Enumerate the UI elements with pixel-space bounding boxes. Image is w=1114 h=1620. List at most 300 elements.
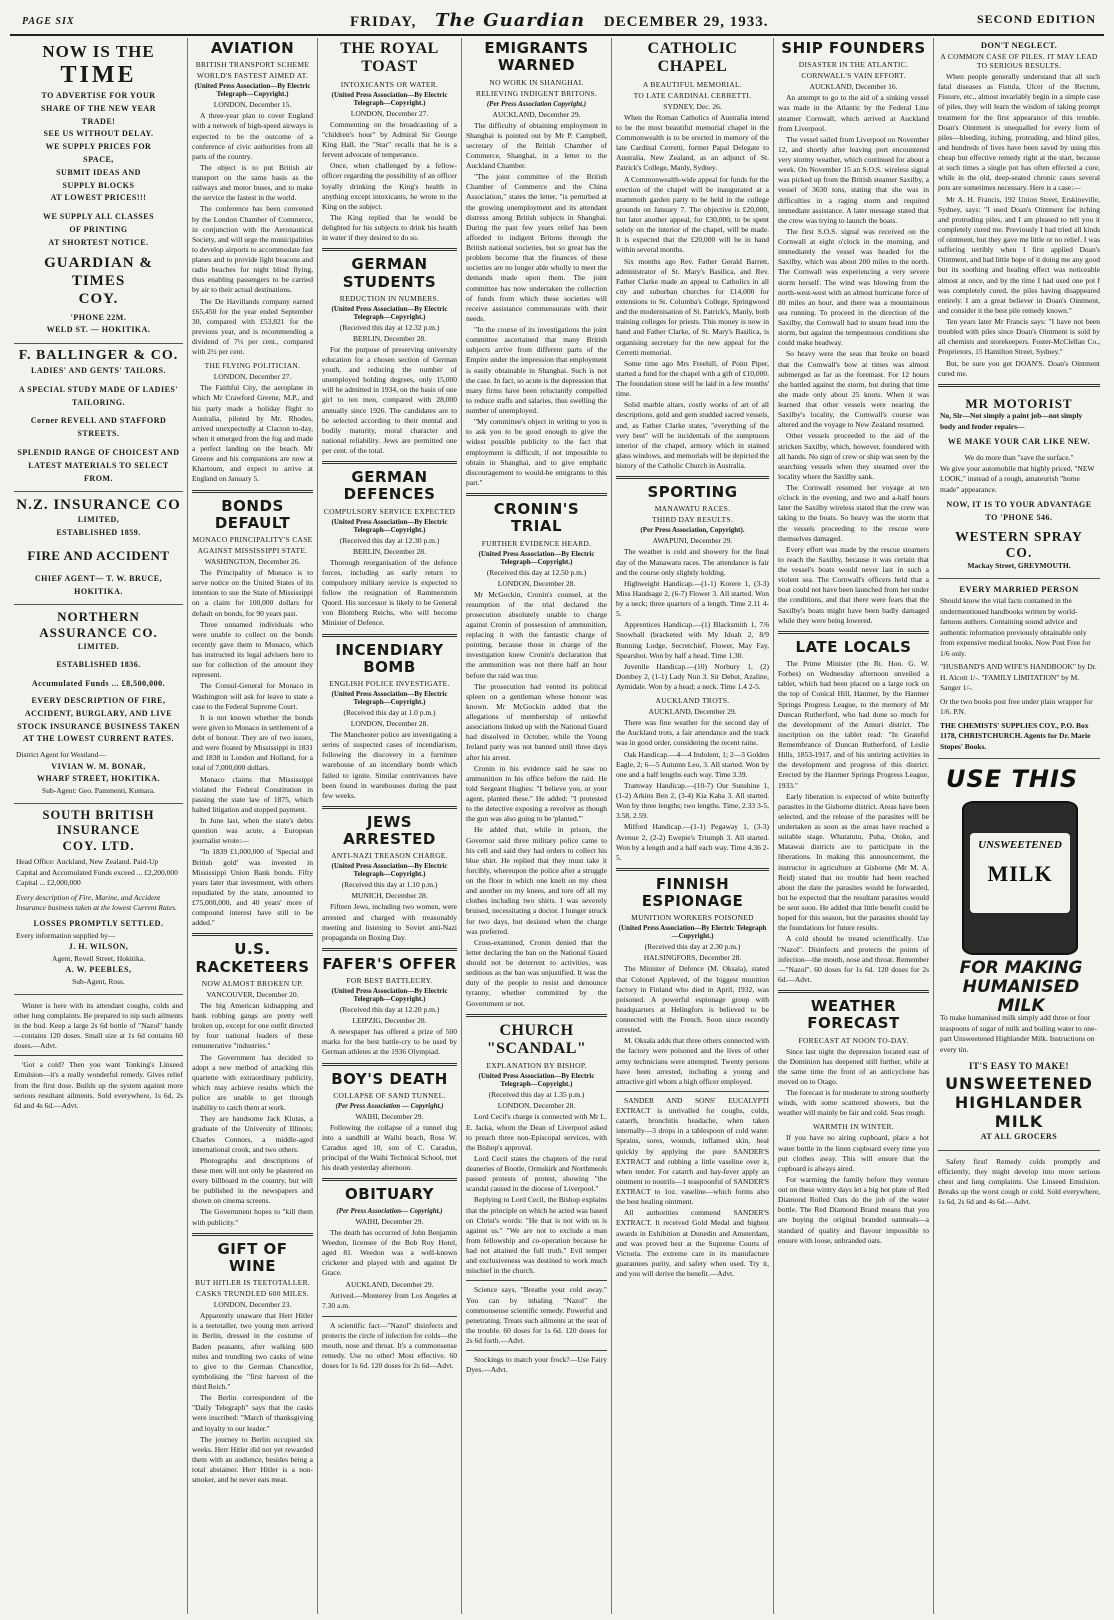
guardian-printing-ad — [14, 38, 183, 344]
story-royal-toast — [322, 40, 457, 243]
masthead-paper-name: The Guardian — [435, 10, 586, 31]
ad-headline: MR MOTORIST — [965, 395, 1073, 411]
subheading: BRITISH TRANSPORT SCHEME — [195, 60, 310, 70]
paragraph: Following the collapse of a tunnel dug into a sandhill at Waihi beach, Ross W. Caradus aged 10, son of C. Caradus, principal of the Waihi Technical School, met his death yesterday afternoon. — [322, 1122, 457, 1173]
story-obituary — [322, 1186, 457, 1311]
paragraph: Commenting on the broadcasting of a "children's hour" by Admiral Sir George King Hall, the "Star" recalls that he is a fervent advocate of temperance. — [322, 119, 457, 160]
headline: BOY'S DEATH — [331, 1069, 448, 1088]
subheading: FOR BEST BATTLECRY. — [346, 976, 433, 986]
dateline: AUCKLAND, December 29. — [492, 109, 581, 119]
ad-text: ESTABLISHED 1836. — [56, 660, 141, 670]
paragraph: The De Havillands company earned £65,450 for the year ended September 30, compared with £53,821 for the previous year, and is recommending a dividend of 7½ per cent., compared with 2½ per cent. — [192, 296, 313, 357]
story-catholic-chapel — [616, 40, 769, 471]
masthead-date: DECEMBER 29, 1933. — [603, 14, 769, 30]
dateline: LEIPZIG, December 28. — [352, 1016, 427, 1026]
wire-credit: (United Press Association—By Electric Telegraph—Copyright.) — [478, 1072, 595, 1089]
race-result: Tramway Handicap.—(10-7) Our Sunshine 1, (1-2) Arkins Ben 2, (3-4) Kia Kaha 3. All started. Won by three lengths; two lengths. Time, 2.33 3-5, 3.58, 2.59. — [616, 780, 769, 821]
ad-company-name: N.Z. INSURANCE CO — [16, 497, 181, 514]
dateline: AUCKLAND, December 29. — [648, 707, 737, 717]
wire-credit: (United Press Association—By Electric Telegraph—Copyright.) — [194, 82, 311, 99]
story-jews-arrested — [322, 814, 457, 943]
dateline: WASHINGTON, December 26. — [204, 557, 301, 566]
ad-company-name: COY. LTD. — [62, 837, 135, 853]
paragraph: The weather is cold and showery for the final day of the Manawatu races. The attendance is fair and the course only slightly holding. — [616, 547, 769, 577]
ad-company-name: SOUTH BRITISH INSURANCE — [42, 807, 155, 837]
paragraph: In June last, when the state's debts question was acute, a European journalist wrote:— — [192, 816, 313, 846]
paragraph: The Government hopes to "kill them with publicity." — [192, 1207, 313, 1227]
south-british-insurance-ad — [14, 804, 183, 995]
ad-brand: UNSWEETENED — [945, 1073, 1093, 1093]
subheading: CASKS TRUNDLED 600 MILES. — [195, 1289, 310, 1299]
paragraph: The Minister of Defence (M. Oksala), stated that Colonel Appleved, of the biggest munition factory in Finland who died in April, 1932, was poisoned. A powerful espionage group with headquarters at Helingfors is believed to be connected with the French. Soon since recently arrested. — [616, 964, 769, 1035]
divider — [778, 631, 929, 634]
received-time: (Received this day at 1.0 p.m.) — [343, 708, 436, 718]
story-sporting — [616, 484, 769, 863]
ad-headline: FOR MAKING HUMANISED MILK — [959, 958, 1083, 1016]
paragraph: Fifteen Jews, including two women, were arrested and charged with treasonably meeting and listening to Soviet anti-Nazi propaganda on Boxing Day. — [322, 902, 457, 942]
ad-text: SUPPLY BLOCKS — [62, 180, 135, 190]
science-advert — [466, 1285, 607, 1346]
dateline: WAIHI, December 29. — [355, 1111, 424, 1121]
subheading: NO WORK IN SHANGHAI. — [489, 77, 584, 87]
advert-text: Safety first! Remedy colds promptly and efficiently, they might develop into more serious chest and lung complaints. Use Linseed Emulsion. Breaks up the worst cough or cold. Sold everywhere, 1s 6d, 2s 6d and 4s 6d.—Advt. — [938, 1156, 1100, 1207]
headline: FINNISH ESPIONAGE — [641, 874, 744, 911]
ad-brand: MILK — [994, 1111, 1044, 1131]
advert-text: But, be sure you get DOAN'S. Doan's Ointment cured me. — [938, 358, 1100, 378]
headline: AVIATION — [210, 39, 295, 57]
nazol-advert — [14, 1001, 183, 1052]
dateline: BERLIN, December 28. — [353, 333, 426, 343]
column-4 — [462, 38, 612, 1614]
subheading: DISASTER IN THE ATLANTIC. — [798, 60, 909, 70]
ad-text: SUBMIT IDEAS AND — [56, 167, 141, 177]
paragraph: The Cornwall resumed her voyage at ten o'clock in the evening, and two and a-half hours later the Saxilby wireless stated that the crew was taking to the boats. So heavy was the storm that the vessels proceeding to the rescue were themselves damaged. — [778, 483, 929, 543]
divider — [938, 384, 1100, 387]
subheading: BUT HITLER IS TEETOTALLER. — [194, 1278, 311, 1288]
paragraph: An attempt to go to the aid of a sinking vessel was made in the Atlantic by the Federal Line steamer Cornwall, which arrived at Auckland from Liverpool. — [778, 93, 929, 133]
ad-agent: A. W. PEEBLES, — [65, 965, 132, 975]
received-time: (Received this day at 12.20 p.m.) — [339, 1005, 440, 1015]
headline: EMIGRANTS WARNED — [484, 39, 589, 75]
dateline: HALSINGFORS, December 28. — [643, 953, 742, 963]
subheading: THE FLYING POLITICIAN. — [204, 361, 301, 371]
subheading: THIRD DAY RESULTS. — [651, 515, 734, 525]
wire-credit: (Per Press Association, Copyright). — [640, 526, 745, 535]
advert-text: Stockings to match your frock?—Use Fairy Dyes.—Advt. — [466, 1355, 607, 1375]
paragraph: Six months ago Rev. Father Gerald Barrett, administrator of St. Mary's Basilica, and Rev. Father Clarke made an appeal to Catholics in all city and suburban churches for £14,000 for extensions to St. Columba's College, Springwood and the modernisation of St. Patrick's, Manly, both training colleges for priests. This money is now in hand and Father Clarke, of St. Mary's Basilica, is organising secretary for the new appeal for the Cerretti memorial. — [616, 256, 769, 357]
ad-text: Head Office: Auckland, New Zealand. Paid-Up Capital and Accumulated Funds exceed ... £2,200,000 — [16, 857, 178, 877]
advert-text: Ten years later Mr Francis says: "I have not been troubled with piles since Doan's Ointment is sold by all chemists and storekeepers. Foster-McClellan Co., Proprietors, 15 Hamilton Street, Sydney." — [938, 317, 1100, 357]
ad-text: Every information supplied by— — [16, 930, 116, 940]
advert-text: A scientific fact—"Nazol" disinfects and protects the circle of infection for colds—the mouth, nose and throat. It's a commonsense remedy. Use no other! Most effective. 60 doses for 1s 6d. 120 doses for 2s 6d—Advt. — [322, 1320, 457, 1371]
paragraph: Other vessels proceeded to the aid of the stricken Saxilby, which, however, foundered with all hands. No sign of crew or ship was seen by the searching vessels when they steamed over the locality where the Saxilby sank. — [778, 431, 929, 481]
headline: LATE LOCALS — [795, 637, 912, 656]
wire-credit: (United Press Association—By Electric Telegraph—Copyright.) — [331, 987, 448, 1004]
subheading: ANTI-NAZI TREASON CHARGE. — [331, 851, 448, 861]
divider — [322, 1063, 457, 1066]
masthead — [10, 4, 1104, 36]
divider — [322, 806, 457, 809]
story-bonds-default — [192, 498, 313, 929]
ad-text: District Agent for Westland— — [16, 750, 106, 760]
paragraph: Lord Cecil's charge is connected with Mr L. E. Jacka, whom the Dean of Liverpool asked to preach three non-Episcopal services, with the Bishop's approval. — [466, 1112, 607, 1152]
wire-credit: (Per Press Association— Copyright.) — [336, 1206, 443, 1215]
tin-label-text: MILK — [987, 861, 1053, 887]
divider — [14, 1055, 183, 1056]
ad-text: Capital ... £2,000,000 — [16, 878, 81, 888]
ad-text: A SPECIAL STUDY MADE OF LADIES' TAILORING. — [18, 384, 179, 407]
headline: GIFT OF WINE — [217, 1239, 288, 1275]
headline: INCENDIARY BOMB — [335, 640, 444, 676]
masthead-day: FRIDAY, — [350, 14, 417, 30]
nz-insurance-ad — [14, 492, 183, 605]
column-5 — [612, 38, 774, 1614]
linseed-emulsion-advert — [938, 1157, 1100, 1208]
page-number: PAGE SIX — [22, 16, 75, 27]
paragraph: The big American kidnapping and bank robbing gangs are pretty well broken up, except for one outfit directed by four national leaders of these remunerative "industries." — [192, 1000, 313, 1051]
subheading: FURTHER EVIDENCE HEARD. — [481, 538, 592, 548]
paragraph: So heavy were the seas that broke on board that the Cornwall's bow at times was almost submerged as far as the foremast. For 12 hours she battled against the storm, but during that time she made only about 25 knots. When it was learned that other vessels were nearing the Saxilby's locality, the Cornwall's course was altered and the voyage to New Zealand resumed. — [778, 349, 929, 430]
received-time: (Received this day at 1.35 p.m.) — [488, 1090, 585, 1100]
dateline: LONDON, December 15. — [213, 100, 292, 110]
race-result: Highweight Handicap.—(1-1) Korere 1, (3-3) Miss Haudsage 2, (6-7) Flower 3. All started. Won by a neck; three quarters of a length. Time 2.11 4-5. — [616, 578, 769, 619]
paragraph: The Government has decided to adopt a new method of attacking this quartette with extraordinary publicity, which may achieve results which the police are unable to get through inability to catch them at work. — [192, 1052, 313, 1113]
ad-text: LOSSES PROMPTLY SETTLED. — [33, 918, 164, 928]
paragraph: The difficulty of obtaining employment in Shanghai is pointed out by Mr P. Campbell, secretary of the British Chamber of Commerce, Shanghai, in a letter to the Auckland Chamber. — [466, 120, 607, 170]
divider — [322, 1316, 457, 1317]
ad-text: NOW, IT IS TO YOUR ADVANTAGE TO 'PHONE 546. — [946, 500, 1092, 522]
ad-text: TRADE! — [81, 116, 116, 126]
paragraph: A Commonwealth-wide appeal for funds for the erection of the chapel will be inaugurated at a mammoth garden party to be held in the college grounds on January 7. The objective is £20,000, but later another appeal, for £30,000, to be spent solely on the interior of the chapel, will be made. It is expected that the £20,000 will be in hand within several months. — [616, 174, 769, 255]
headline: FAFER'S OFFER — [322, 954, 457, 973]
advert-text: Science says, "Breathe your cold away." You can by inhaling "Nazol" the commonsense scientific remedy. Powerful and penetrating. Treats such ailments at the seat of the trouble. 60 doses for 1s 6d. 120 doses for 2s 6d forth.—Advt. — [466, 1285, 607, 1346]
race-result: Oak Handicap.—4—4 Indolent, 1; 2—3 Golden Eagle, 2; 6—5 Autumn Leo, 3. All started. Won by one and a half lengths each way. Time 3.39. — [616, 749, 769, 779]
story-german-students — [322, 256, 457, 456]
ad-text: SHARE OF THE NEW YEAR — [41, 103, 156, 113]
ad-text: THE CHEMISTS' SUPPLIES COY., P.O. Box 1178, CHRISTCHURCH. Agents for Dr. Marie Stopes' Books. — [940, 720, 1091, 751]
subheading: CORNWALL'S VAIN EFFORT. — [801, 71, 906, 81]
paragraph: The Prime Minister (the Rt. Hon. G. W. Forbes) on Wednesday afternoon unveiled a tablet, which had been placed on a large rock on the top of Conical Hill, Hanmer, by the Hanmer Springs Progress League, to the memory of Mr Duncan Rutherford, who had done so much for the development of the Amuri district. The inscription on the tablet read: "In Grateful Remembrance of Duncan Rutherford, of Leslie Hills, 1853-1917, and of his untiring activities in the development and progress of this district. Erected by the Hanmer Springs Progress League, 1933." — [778, 659, 929, 790]
divider — [322, 948, 457, 951]
divider — [192, 490, 313, 493]
story-boys-death — [322, 1071, 457, 1174]
ad-text: We give your automobile that highly priced, "NEW LOOK," instead of a rough, amateurish "home made" appearance. — [940, 463, 1095, 494]
advert-subheading: A COMMON CASE OF PILES. IT MAY LEAD TO SERIOUS RESULTS. — [940, 52, 1098, 70]
dateline: LONDON, December 28. — [497, 1101, 576, 1111]
paragraph: The first S.O.S. signal was received on the Cornwall at eight o'clock in the morning, and immediately the vessel was headed for the Saxilby, which was about 200 miles to the north. The Cornwall was experiencing a very severe storm herself. The wind was blowing from the north-west-west with an almost hurricane force of 80 miles an hour, and there was a mountainous sea running. To proceed in the direction of the Saxilby, the Cornwall had to steam head into the storm, but against the tempestuous conditions she could make headway. — [778, 226, 929, 348]
ad-text: ESTABLISHED 1859. — [56, 528, 141, 538]
divider — [616, 1091, 769, 1092]
paragraph: Monaco claims that Mississippi violated the Federal Constitution in passing the state law of 1875, which halted litigation and stopped payment. — [192, 774, 313, 814]
ad-address: WHARF STREET, HOKITIKA. — [36, 774, 161, 784]
story-church-scandal — [466, 1022, 607, 1277]
divider — [322, 461, 457, 464]
column-1 — [10, 38, 188, 1614]
paragraph: Early liberation is expected of white butterfly parasites in the Gisborne district. Areas have been selected, and the release of the parasites will be undertaken as soon as the areas have reached a suitable stage. Whatatutu, Puha, Otoko, and Matawai districts are to participate in the liberations. In making this announcement, the instructor in agriculture at Gisborne (Mr M. A. Reid) stated that no trouble had been reached about the date the parasites would be forwarded, but he expected that the resultant parasites would be sent soon. He added that little benefit could be hoped for this season, but the parasites should lay the foundations for future results. — [778, 791, 929, 933]
ad-text: Should know the vital facts contained in the undermentioned handbooks written by world-famous authors. Containing sound advice and authentic information previously obtainable only from expensive medical books. Now Post Free for 1/6 only. — [940, 596, 1091, 658]
paragraph: Cross-examined, Cronin denied that the letter declaring the ban on the National Guard should not be deterrent to activities, was seditious as the ban was unjustified. It was the duty of the people to resist and denounce tyranny, whether committed by the Government or not. — [466, 937, 607, 1008]
story-finnish-espionage — [616, 876, 769, 1087]
paragraph: For warming the family before they venture out on these wintry days let a big hot plate of Red Diamond Rolled Oats do the job of the water bottle. The Red Diamond Brand means that you are buying the original branded oatmeals—a standard of quality and flavour impossible to ensure with loose, unbranded oats. — [778, 1174, 929, 1245]
subheading: REDUCTION IN NUMBERS. — [339, 293, 440, 303]
headline: U.S. RACKETEERS — [195, 940, 310, 976]
subheading: NOW ALMOST BROKEN UP. — [201, 978, 304, 988]
ad-brand: HIGHLANDER — [954, 1092, 1084, 1112]
ad-text: SPACE, — [83, 154, 114, 164]
received-time: (Received this day at 12.32 p.m.) — [339, 322, 440, 332]
divider — [192, 1233, 313, 1236]
divider — [322, 1178, 457, 1181]
ad-text: EVERY DESCRIPTION OF FIRE, ACCIDENT, BURGLARY, AND LIVE STOCK INSURANCE BUSINESS TAKEN AT THE LOWEST CURRENT RATES. — [17, 695, 180, 744]
dateline: WAIHI, December 29. — [355, 1216, 424, 1226]
received-time: (Received this day at 1.10 p.m.) — [341, 880, 438, 890]
paragraph: For the purpose of preserving university education for a chosen section of German youth, and reducing the number of unemployed holding degrees, only 15,000 will be admitted in 1934, on the basis of one girl to ten men, compared with 28,000 annually since 1926. The candidates are to be selected according to their mental and bodily maturity, moral character and national reliability. Jews are permitted one per cent. of the total. — [322, 344, 457, 456]
dateline: LONDON, December 28. — [497, 578, 576, 588]
wire-credit: (United Press Association—By Electric Telegraph—Copyright.) — [478, 549, 595, 566]
advert-text: SANDER AND SONS' EUCALYPTI EXTRACT is unrivalled for coughs, colds, catarrh, bronchitis headache, when taken internally—3 drops in a tablespoon of cold water. Sprains, sores, wounds, inflamed skin, heal quickly by applying the pure SANDER'S EXTRACT and rubbing a little vaseline over it, when tender. For catarrh and hay-fever apply an ointment to nostrils—1 teaspoonful of SANDER'S EXTRACT to 1oz. vaseline—which forms also the best healing ointment. — [616, 1095, 769, 1207]
divider — [616, 476, 769, 479]
paragraph: Lord Cecil states the chapters of the rural deaneries of Bootle, Ormskirk and Northmeols passed protests of protest, showing "the scandal caused in the diocese of Liverpool." — [466, 1153, 607, 1194]
story-ship-founders — [778, 40, 929, 626]
paragraph: The forecast is for moderate to strong southerly winds, with some scattered showers, but the weather will mainly be fair and cold. Seas rough. — [778, 1088, 929, 1118]
paragraph: The prosecution had vented its political spleen on a gentleman whose honour was known. Mr McGockin added that the allegations of membership of unlawful associations linked up with the National Guard had dissolved in October, while the Young Ireland party was not banned until three days after his arrest. — [466, 681, 607, 762]
race-result: Apprentices Handicap.—(1) Blacksmith 1, 7/6 Snowball (bracketed with My Idoah 2, 8/9 Running Lodge, Secretchief, Flower, May Fay, Spearshot. Won by half a head. Time 1.30. — [616, 620, 769, 660]
paragraph: A cold should be treated scientifically. Use "Nazol". Disinfects and protects the points of infection—the mouth, nose and throat. Remember—"Nazol". 60 doses for 1s 6d. 120 doses for 2s 6d.—Advt. — [778, 934, 929, 984]
dateline: AWAPUNI, December 29. — [652, 536, 733, 546]
ad-headline: NOW IS THE — [42, 42, 155, 61]
advert-text: When people generally understand that all such fatal diseases as Fistula, Ulcer of the Rectum, Fissure, etc., almost invariably begin in a simple case of piles, they will learn the wisdom of taking prompt treatment for the first appearance of this trouble. Doan's Ointment is unequalled for every form of piles—bleeding, itching, protruding, and blind piles, and hundreds of lives have been saved by using this cheap but effective remedy right at the start, because at such times a single pot has often effected a cure, while in the old, deep-seated chronic cases several pots are sometimes necessary. Here is a case:— — [938, 72, 1100, 193]
ad-agent: J. H. WILSON, — [68, 942, 129, 952]
ad-text: LIMITED. — [77, 641, 120, 651]
ad-company-name: F. BALLINGER & CO. — [18, 348, 179, 364]
story-us-racketeers — [192, 941, 313, 1227]
received-time: (Received this day at 2.30 p.m.) — [644, 942, 741, 952]
paragraph: If you have no airing cupboard, place a hot water bottle in the linen cupboard every time you put clothes away. This will ensure that the cupboard is always aired. — [778, 1133, 929, 1173]
paragraph: The death has occurred of John Benjamin Weedon, licensee of the Bob Roy Hotel, aged 81. Weedon was a well-known cricketer and played with and against Dr Grace. — [322, 1227, 457, 1278]
subheading: ENGLISH POLICE INVESTIGATE. — [329, 679, 450, 689]
ad-text: Or the two books post free under plain wrapper for 1/6. P.N. — [940, 696, 1093, 717]
ad-headline: USE THIS — [946, 765, 1079, 794]
headline: BONDS DEFAULT — [214, 496, 291, 532]
advert-text: All authorities commend SANDER'S EXTRACT. It received Gold Medal and highest awards in Exhibition at Dunedin and Amsterdam, and was proved best at the Supreme Courts of Victoria. The extreme care in its manufacture guarantees purity, and safety when used. Try it, and you will derive the benefit.—Advt. — [616, 1208, 769, 1279]
ad-text: AT LOWEST PRICES!!! — [50, 193, 147, 203]
paragraph: "My committee's object in writing to you is to ask you to be good enough to give the widest possible publicity to the fact that employment is difficult, if not impossible to obtain in Shanghai, and to give emphatic discouragement to would-be emigrants to this part." — [466, 417, 607, 487]
ad-text: OF PRINTING — [69, 224, 128, 234]
ad-text: LADIES' AND GENTS' TAILORS. — [30, 365, 167, 375]
edition-label: SECOND EDITION — [976, 12, 1096, 26]
paragraph: The King replied that he would be delighted for his subjects to drink his health in water if they desired to do so. — [322, 212, 457, 243]
ad-text: SPLENDID RANGE OF CHOICEST AND LATEST MATERIALS TO SELECT FROM. — [17, 447, 180, 483]
ad-text: Accumulated Funds ... £8,500,000. — [31, 679, 166, 689]
western-spray-ad — [938, 392, 1100, 579]
paragraph: They are handsome Jack Klutas, a graduate of the University of Illinois; Charles Connors, a middle-aged international crook, and two others. — [192, 1114, 313, 1154]
divider — [466, 493, 607, 496]
paragraph: The vessel sailed from Liverpool on November 12, and shortly after leaving port encountered very stormy weather, which continued for about a week. On November 15 an S.O.S. wireless signal was picked up from the British steamer Saxilby, a vessel of 3630 tons, stating that she was in difficulties in a raging storm and required immediate assistance. A later message stated that the crew was trying to launch the boats. — [778, 134, 929, 225]
divider — [466, 1014, 607, 1017]
fairy-dyes-advert — [466, 1355, 607, 1375]
subheading: A BEAUTIFUL MEMORIAL. — [642, 79, 743, 89]
ad-text: "HUSBAND'S AND WIFE'S HANDBOOK" by Dr. H. Alcott 1/-. "FAMILY LIMITATION" by M. Sanger 1/-. — [940, 662, 1097, 693]
paragraph: Apparently unaware that Herr Hitler is a teetotaller, two young men arrived in Berlin, dressed in the costume of Baden peasants, after walking 600 miles and trundling two casks of wine to give to the German Chancellor, symbolising the "first harvest of the third Reich." — [192, 1311, 313, 1391]
wire-credit: (United Press Association—By Electric Telegraph—Copyright.) — [331, 90, 448, 107]
paragraph: The Faithful City, the aeroplane in which Mr Crawford Greene, M.P., and his party made a holiday flight to Australia, piloted by Mr. Rhodes, arrived unexpectedly at Clacton to-day, when it emerged from the fog and made a perfect landing on the beach. Mr Greene and his companions are now at Khartoum, and expect to arrive at England on January 5. — [192, 383, 313, 484]
subheading: MANAWATU RACES. — [654, 504, 731, 514]
paragraph: Replying to Lord Cecil, the Bishop explains that the principle on which he acted was based on Christ's words: "He that is not with us is against us." "We are not to exclude a man from fellowship and co-operation because he had not attained the full truth." Evil temper and exclusiveness was destined to work much mischief in the church. — [466, 1195, 607, 1276]
wire-credit: (United Press Association—By Electric Telegraph—Copyright.) — [331, 690, 448, 707]
paragraph: The journey to Berlin occupied six weeks. Herr Hitler did not yet rewarded them with an audience, besides being a total abstainer. Herr Hitler is a non-smoker, and he never eats meat. — [192, 1434, 313, 1485]
dateline: LONDON, December 23. — [213, 1300, 292, 1310]
dateline: MUNICH, December 28. — [351, 891, 428, 901]
story-incendiary-bomb — [322, 642, 457, 801]
ad-text: IT'S EASY TO MAKE! — [968, 1061, 1070, 1072]
wire-credit: (United Press Association—By Electric Telegraph—Copyright.) — [331, 304, 448, 321]
ad-address: Mackay Street, GREYMOUTH. — [967, 561, 1071, 571]
subheading: COMPULSORY SERVICE EXPECTED — [323, 506, 456, 516]
chemists-supplies-ad — [938, 579, 1100, 760]
subheading: FORECAST AT NOON TO-DAY. — [798, 1035, 909, 1045]
subheading: RELIEVING INDIGENT BRITONS. — [475, 88, 598, 98]
subheading: WARMTH IN WINTER. — [813, 1122, 894, 1132]
ad-agent: CHIEF AGENT— T. W. BRUCE, HOKITIKA. — [34, 573, 163, 596]
story-emigrants-warned — [466, 40, 607, 488]
paragraph: The Consul-General for Monaco in Washington will ask for leave to state a case to the Federal Supreme Court. — [192, 681, 313, 711]
tin-label-text: UNSWEETENED — [978, 839, 1062, 852]
subheading: TO LATE CARDINAL CERRETTI. — [633, 90, 752, 100]
paragraph: "In 1839 £1,000,000 of 'Special and British gold' was invested in Mississippi Union Bank bonds. Fifty years later that investment, with others repudiated by the state, amounted to £75,000,000, and 40 years' more of compound interest have still to be added." — [192, 847, 313, 928]
paragraph: Cronin in his evidence said he saw no ammunition in his office before the raid. He told Sergeant Hughes: "I believe you, or your agent, planted these." He added: "I protested to the detective exposing a revolver as though the gun was also going to be 'planted.'" — [466, 763, 607, 824]
headline: JEWS ARRESTED — [343, 812, 436, 849]
ad-address: WELD ST. — HOKITIKA. — [46, 325, 151, 335]
nazol-advert — [322, 1321, 457, 1372]
paragraph: Photographs and descriptions of these men will not only be plastered on every billboard in the country, but will be published in the newspapers and shown on cinema screens. — [192, 1155, 313, 1206]
advert-text: Winter is here with its attendant coughs, colds and other lung complaints. Be prepared to nip such ailments in the bud. Keep a large 2s 6d bottle of "Nazol" handy—contains 120 doses. Small size at 1s 6d contains 60 doses.—Advt. — [14, 1000, 183, 1051]
ballinger-tailors-ad — [14, 344, 183, 492]
subheading: AUCKLAND TROTS. — [655, 696, 730, 706]
paragraph: A newspaper has offered a prize of 500 marks for the best battle-cry to be used by German athletes at the 1936 Olympiad. — [322, 1027, 457, 1057]
paragraph: A three-year plan to cover England with a network of high-speed airways is expected to be the outcome of a conference of civic authorities from all parts of the country. — [192, 111, 313, 161]
subheading: INTOXICANTS OR WATER. — [340, 79, 439, 89]
paragraph: Mr McGockin, Cronin's counsel, at the resumption of the trial declared the prosecution absolutely unable to charge against Cronin of possession of ammunition, replacing it with the fantastic charge of pointing, because those in charge of the investigation knew Cronin's declaration that the ammunition was not there half an hour before the raid was true. — [466, 589, 607, 680]
doans-ointment-advert — [938, 40, 1100, 379]
ad-agent: VIVIAN W. M. BONAR, — [51, 761, 146, 771]
headline: GERMAN STUDENTS — [342, 255, 437, 291]
paragraph: It is not known whether the bonds were given to Monaco in settlement of a debt of honour. They are of two issues, and were floated by Mississippi in 1831 and 1838 in London and Holland, for a total of 7,000,000 dollars. — [192, 712, 314, 773]
dateline: BERLIN, December 28. — [353, 546, 426, 556]
column-6 — [774, 38, 934, 1614]
wire-credit: (United Press Association—By Electric Telegraph—Copyright.) — [331, 862, 448, 879]
ad-headline-time: TIME — [60, 62, 137, 89]
ad-text: LIMITED, — [77, 515, 120, 525]
headline: SPORTING — [647, 483, 738, 502]
story-weather-forecast — [778, 998, 929, 1246]
masthead-center — [350, 10, 769, 31]
ad-text: SEE US WITHOUT DELAY. — [43, 129, 154, 139]
headline: SHIP FOUNDERS — [781, 39, 926, 57]
sanders-extract-advert — [616, 1096, 769, 1279]
subheading: AGAINST MISSISSIPPI STATE. — [197, 546, 308, 555]
dateline: LONDON, December 27. — [350, 108, 429, 118]
milk-tin-illustration — [940, 765, 1098, 1016]
ad-text: No, Sir—Not simply a paint job—not simply body and fender repairs— — [940, 411, 1083, 431]
story-aviation — [192, 40, 313, 485]
advert-text: Mr A. H. Francis, 192 Union Street, Erskineville, Sydney, says: "I used Doan's Ointment for itching and protruding piles, and I am pleased to tell you it completely cured me. Previously I had tried all kinds of ointment, but they gave me little or no relief. I was suffering terribly when I first applied Doan's Ointment, and had little hope of it doing me any good but its soothing and healing effect was noticeable almost at once, and by the time I had used one pot I was completely cured, the piles having disappeared entirely. I am a great believer in Doan's Ointment, and consider it the best pile remedy known." — [938, 194, 1100, 315]
paragraph: The Manchester police are investigating a series of suspected cases of incendiarism, following the discovery in a furniture warehouse of an incendiary bomb which failed to ignite. Similar contrivances have been found in warehouses during the past few weeks. — [322, 730, 457, 800]
advert-heading: DON'T NEGLECT. — [980, 40, 1058, 50]
subheading: MUNITION WORKERS POISONED — [631, 913, 754, 923]
ad-text: We do more than "save the surface." — [964, 453, 1074, 463]
ad-address: Corner REVELL AND STAFFORD STREETS. — [30, 416, 167, 439]
paragraph: The object is to put British air transport on the same basis as the railways and motor buses, and to make the service the fastest in the world. — [192, 162, 313, 203]
dateline: LONDON, December 28. — [350, 719, 429, 729]
story-late-locals — [778, 639, 929, 985]
divider — [466, 1350, 607, 1351]
subheading: EXPLANATION BY BISHOP. — [486, 1061, 587, 1071]
divider — [192, 933, 313, 936]
headline: OBITUARY — [345, 1185, 434, 1204]
dateline: VANCOUVER, December 20. — [206, 989, 299, 999]
story-german-defences — [322, 469, 457, 628]
paragraph: The Berlin correspondent of the "Daily Telegraph" says that the casks were inscribed: "March of thanksgiving and loyalty to our leader." — [192, 1393, 313, 1433]
ad-headline: EVERY MARRIED PERSON — [959, 583, 1079, 594]
dateline: LONDON, December 27. — [213, 372, 292, 382]
race-result: Milford Handicap.—(1-1) Pegaway 1, (3-3) Avenue 2, (2-2) Ewepie's Triumph 3. All started. Won by a length and a half each way. Time 4.36 2-5. — [616, 822, 769, 862]
column-7 — [934, 38, 1104, 1614]
ad-company-name: WESTERN SPRAY CO. — [955, 528, 1083, 560]
ad-company-name: NORTHERN ASSURANCE CO. — [39, 609, 158, 640]
headline: CATHOLIC CHAPEL — [647, 40, 738, 76]
wire-credit: (Per Press Association — Copyright.) — [335, 1101, 444, 1110]
dateline: AUCKLAND, December 16. — [809, 82, 898, 92]
paragraph: There was fine weather for the second day of the Auckland trots, a fair attendance and the track was in good order, considering the recent rains. — [616, 718, 769, 748]
paragraph: "In the course of its investigations the joint committee ascertained that many British subjects arrive from different parts of the Empire under the impression that employment is easily obtainable in Shanghai. Such is not the case. In fact, so acute is the depression that many firms have been reluctantly compelled to reduce staffs and salaries, thus swelling the number of unemployed. — [466, 325, 607, 415]
ad-text: WE SUPPLY ALL CLASSES — [42, 212, 155, 222]
ad-address: Sub-Agent, Ross. — [72, 977, 125, 987]
northern-assurance-ad — [14, 605, 183, 803]
ad-company-name: GUARDIAN & TIMES — [44, 254, 153, 289]
milk-tin-icon — [962, 801, 1078, 955]
wire-credit: (Per Press Association Copyright.) — [486, 99, 587, 108]
paragraph: Arrived.—Monterey from Los Angeles at 7.30 a.m. — [322, 1291, 457, 1311]
tonking-advert — [14, 1060, 183, 1111]
paragraph: Since last night the depression located east of the Dominion has deepened still further, while at the same time the front of an anticyclone has moved on to Otago. — [778, 1046, 929, 1086]
wire-credit: (United Press Association—By Electric Telegraph—Copyright.) — [331, 517, 448, 534]
divider — [616, 868, 769, 871]
advert-text: 'Got a cold? Then you want Tonking's Linseed Emulsion—it's a really wonderful remedy. Gives relief from the first dose. Builds up the system against more serious resultant ailments. Sold everywhere, 1s 6d, 2s 6d and 4s 6d.—Advt. — [14, 1060, 183, 1110]
ad-company-name: COY. — [78, 290, 119, 307]
story-gift-of-wine — [192, 1241, 313, 1486]
ad-text: Sub-Agent: Geo. Pammenti, Kumara. — [42, 786, 155, 796]
divider — [322, 248, 457, 251]
headline: CRONIN'S TRIAL — [493, 500, 580, 536]
divider — [322, 634, 457, 637]
paragraph: "The joint committee of the British Chamber of Commerce and the China Association," states the letter, "is perturbed at the growing unemployment and its attendant distress among British subjects in Shanghai. During the past few years relief has been afforded to indigent Britons through the British national societies, but so great has the problem become that the finances of these societies are no longer able wholly to meet the demands made upon them. The joint committee has now undertaken the collection of funds from which these societies will receive assistance commensurate with their needs. — [466, 172, 607, 323]
ad-text: Every description of Fire, Marine, and Accident Insurance business taken at the lowest Current Rates. — [16, 892, 177, 913]
subheading: MONACO PRINCIPALITY'S CASE — [192, 535, 313, 544]
paragraph: Thorough reorganisation of the defence forces, including an early return to compulsory military service is expected to follow the resignation of Rammerstein Quord. His successor is likely to be General von Blomberg Reichs, who will become Minister of Defence. — [322, 557, 457, 628]
ad-text: WE MAKE YOUR CAR LIKE NEW. — [947, 437, 1091, 447]
subheading: WORLD'S FASTEST AIMED AT. — [196, 71, 309, 81]
divider — [778, 990, 929, 993]
column-2 — [188, 38, 318, 1614]
story-cronins-trial — [466, 501, 607, 1009]
ad-text: FIRE AND ACCIDENT — [27, 547, 170, 563]
headline: WEATHER FORECAST — [807, 997, 900, 1033]
highlander-milk-ad — [938, 759, 1100, 1151]
column-3 — [318, 38, 462, 1614]
headline: CHURCH "SCANDAL" — [486, 1021, 587, 1058]
divider — [466, 1280, 607, 1281]
ad-text: TO ADVERTISE FOR YOUR — [41, 90, 156, 100]
